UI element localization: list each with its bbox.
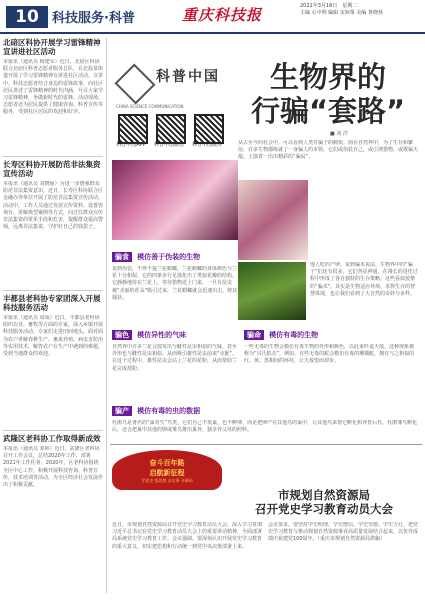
banner-line3: 学党史 悟思想 办实事 开新局 <box>141 478 193 483</box>
party-history-banner <box>112 450 222 490</box>
qr-code-weibo[interactable] <box>194 114 224 144</box>
subsection-4-tag: 骗产 <box>112 406 132 416</box>
article1-title: 北碚区科协开展学习雷锋精神宣讲进社区活动 <box>3 38 101 56</box>
article4-title: 武隆区老科协工作取得新成效 <box>3 434 101 443</box>
feature-author: ■ 刘 洋 <box>330 131 348 137</box>
feature-intro: 从古至今的社会中，可以看到人类对骗子的痛恨。而在自然界中，为了生存和繁衍，许多生物都练就了一身骗人的本领，它们或伪装自己，或引诱猎物，或欺骗天敌，上演着一出出精彩的“骗局”。 <box>238 140 418 161</box>
header-rule <box>0 32 425 34</box>
divider <box>3 156 103 157</box>
orchid-mantis-photo <box>112 160 238 240</box>
newspaper-masthead: 重庆科技报 <box>182 6 263 24</box>
subsection-3-title: 模仿有毒的生物 <box>269 331 319 339</box>
bottom-title-line1: 市规划自然资源局 <box>278 488 370 502</box>
subsection-4 <box>112 398 418 450</box>
subsection-4-body: 杜鹃鸟是著名的“巢寄生”鸟类。它们自己不筑巢，也不孵卵，而是把卵产在其他鸟的巢中，让其他鸟来帮它孵化和养育后代。杜鹃雏鸟孵化后，还会把巢中其他的卵或雏鸟推出巢外，独享养父母的照料。 <box>112 420 418 434</box>
science-china-logo-block <box>112 40 234 158</box>
qr-caption-weibo: 科普中国微博 <box>191 142 222 148</box>
qr-caption-wechat: 科普中国微信 <box>153 142 184 148</box>
bottom-article-body-right: 会议要求，要坚持学史明理、学史增信、学史崇德、学史力行，把党史学习教育与推动规划自然资源事业高质量发展结合起来，以优异成绩庆祝建党100周年。（重庆市规划自然资源局供稿） <box>268 522 418 543</box>
section-divider <box>110 444 422 445</box>
article4-body: 本报讯（通讯员 邓婷）近日，武隆区老科协召开工作会议，总结2020年工作，部署2021年工作任务。2020年，区老科协围绕全区中心工作，积极开展科技咨询、科普宣传、技术培训等活动，为全区经济社会发展作出了积极贡献。 <box>3 446 103 489</box>
leaf-insect-photo <box>238 262 306 320</box>
subsection-4-title: 模仿有毒的虫的数据 <box>137 407 201 415</box>
article2-body: 本报讯（通讯员 刘晓丽）为进一步增强群众防范非法集资意识，近日，长寿区科协联合区金融办等单位开展了防范非法集资宣传活动。活动中，工作人员通过发放宣传资料、设置咨询台、讲解典型案例等方式，向过往群众宣传非法集资的常见手段和危害，提醒群众提高警惕，远离非法集资，守护好自己的钱袋子。 <box>3 181 103 231</box>
bottom-article-title <box>228 488 420 516</box>
column-divider <box>106 38 107 593</box>
qr-code-app[interactable] <box>118 114 148 144</box>
left-column <box>3 38 103 530</box>
logo-text: 科普中国 <box>156 69 220 85</box>
subsection-2 <box>112 322 238 406</box>
subsection-1-title: 模仿善于伪装的生物 <box>137 253 201 261</box>
logo-subtitle: CHINA SCIENCE COMMUNICATION <box>116 104 184 109</box>
divider <box>3 290 103 291</box>
subsection-1-body: 说到伪装，不得不提兰花螳螂。兰花螳螂的身体颜色与兰花十分相似，它的四条步行足演化出了类似花瓣的结构，它静静地待在兰花上，等待猎物送上门来，一旦有昆虫被“美丽的花朵”吸引过来，兰花螳螂就会迅速出击，将其捕获。 <box>112 266 238 301</box>
subsection-2-title: 模仿异性的气味 <box>137 331 187 339</box>
article3-title: 丰都县老科协专家团深入开展科技服务活动 <box>3 294 101 312</box>
subsection-2-tag: 骗色 <box>112 330 132 340</box>
subsection-3-tag: 骗命 <box>244 330 264 340</box>
article1-body: 本报讯（通讯员 杨建军）近日，北碚区科协联合北碚区科普志愿者服务总队，在北温泉街道开展了学习雷锋精神宣讲进社区活动。宣讲中，科技志愿者结合身边的雷锋故事，向社区居民讲述了雷锋精神的时代内涵，号召大家学习雷锋精神，争做新时代的雷锋。活动现场，志愿者还为居民提供了健康咨询、科普宣传等服务，受到社区居民的欢迎和好评。 <box>3 59 103 116</box>
banner-line2: 启航新征程 <box>149 469 185 477</box>
feature-title-line2: 行骗“套路” <box>250 94 406 128</box>
moth-photo <box>238 180 308 260</box>
subsection-3 <box>244 322 418 406</box>
subsection-right <box>310 262 418 320</box>
page-number: 10 <box>6 6 48 28</box>
banner-line1: 奋斗百年路 <box>149 459 185 467</box>
article2-title: 长寿区科协开展防范非法集资宣传活动 <box>3 160 101 178</box>
divider <box>3 430 103 431</box>
subsection-1 <box>112 244 238 334</box>
bottom-article-body-left: 近日，市规划自然资源局召开党史学习教育动员大会，深入学习贯彻习近平总书记在党史学习教育动员大会上的重要讲话精神，全面部署局系统党史学习教育工作。会议强调，要深刻认识开展党史学习教育的重大意义，切实把思想和行动统一到党中央决策部署上来。 <box>112 522 262 550</box>
subsection-right-body: 他人吃的产卵，说到骗术说法。生物界中的“骗子”们还有很多，它们各显神通，在漫长的进化过程中形成了各自独特的生存策略。这些看似狡猾的“骗术”，其实是生物适应环境、求得生存的智慧体现，也让我们看到了大自然的奇妙与多样。 <box>310 262 418 297</box>
qr-code-wechat[interactable] <box>156 114 186 144</box>
header-info <box>300 3 420 17</box>
subsection-3-body: 一些无毒的生物会模仿有毒生物的外形和颜色，以此来吓退天敌。这种现象被称为“贝氏拟态”。例如，有些无毒的蛇会模仿有毒的珊瑚蛇，拥有与之相似的红、黄、黑相间的环纹，让天敌望而却步。 <box>244 344 415 365</box>
feature-title-line1: 生物界的 <box>269 60 386 94</box>
header-editors: 主编 石中帅 编辑 宋海粟 美编 鲁晓林 <box>300 10 383 16</box>
logo-icon <box>114 63 155 104</box>
feature-title <box>238 60 418 128</box>
qr-caption-app: 科普中国APP <box>116 142 146 148</box>
header-date: 2021年3月16日 星期二 <box>300 3 358 9</box>
article3-body: 本报讯（通讯员 周成）近日，丰都县老科协组织农业、畜牧等方面的专家，深入乡镇开展科技服务活动。专家们走进田间地头，面对面为农户讲解春耕生产、畜禽养殖、病虫害防治等实用技术，解答农户在生产中遇到的难题，受到当地群众的欢迎。 <box>3 315 103 358</box>
bottom-title-line2: 召开党史学习教育动员大会 <box>255 502 393 516</box>
section-title: 科技服务·科普 <box>52 11 135 26</box>
subsection-1-tag: 骗食 <box>112 252 132 262</box>
subsection-2-body: 自然界中许多兰花会散发出与雌性昆虫相似的气味，甚至外形也与雌性昆虫相似，从而吸引雄性昆虫前来“交配”，在这个过程中，雄性昆虫会沾上兰花的花粉，从而帮助兰花完成授粉。 <box>112 344 238 372</box>
